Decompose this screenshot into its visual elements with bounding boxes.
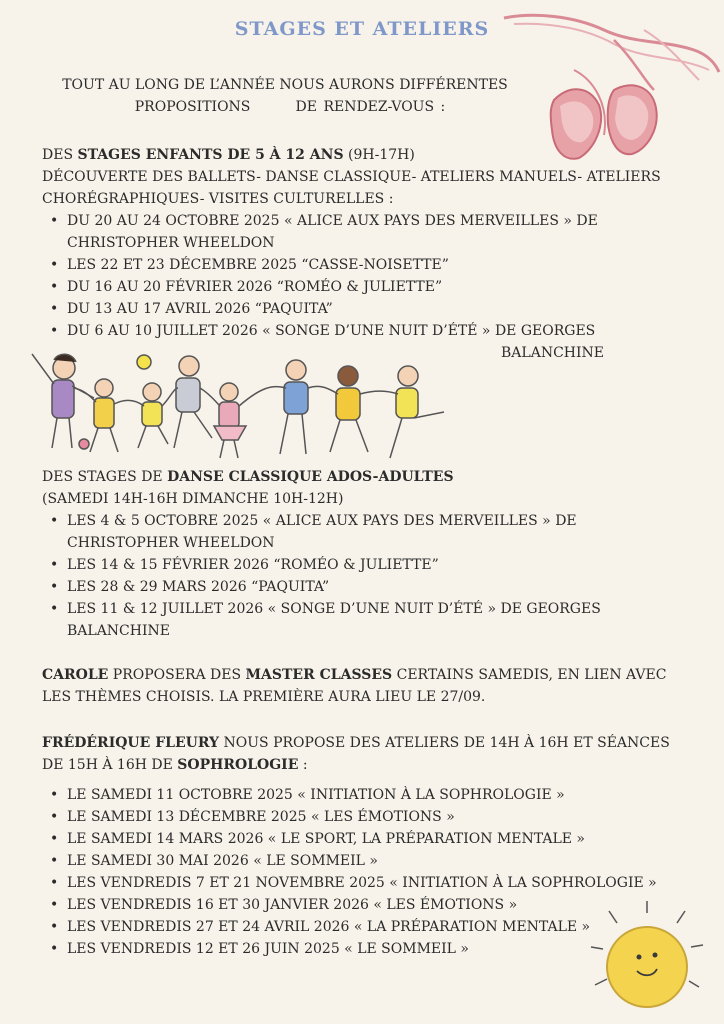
page-title: STAGES ET ATELIERS xyxy=(234,18,490,40)
list-item-main: DU 6 AU 10 JUILLET 2026 « SONGE D’UNE NUIT D’ÉTÉ » DE GEORGES xyxy=(67,323,596,339)
list-item: • DU 13 AU 17 AVRIL 2026 “PAQUITA” xyxy=(67,298,692,320)
sophrology-bold: SOPHROLOGIE xyxy=(177,757,299,773)
list-item: • LES VENDREDIS 27 ET 24 AVRIL 2026 « LA PRÉPARATION MENTALE » xyxy=(67,916,692,938)
sun-illustration xyxy=(585,895,710,1020)
list-item: • LES 28 & 29 MARS 2026 “PAQUITA” xyxy=(67,576,692,598)
list-item: • LES 22 ET 23 DÉCEMBRE 2025 “CASSE-NOISETTE” xyxy=(67,254,692,276)
list-item: • LE SAMEDI 30 MAI 2026 « LE SOMMEIL » xyxy=(67,850,692,872)
list-item: • LES VENDREDIS 7 ET 21 NOVEMBRE 2025 « INITIATION À LA SOPHROLOGIE » xyxy=(67,872,692,894)
list-item: • LES 11 & 12 JUILLET 2026 « SONGE D’UNE NUIT D’ÉTÉ » DE GEORGES BALANCHINE xyxy=(67,598,692,642)
master-classes-section xyxy=(42,664,692,708)
adult-stages-section xyxy=(42,466,692,642)
kids-stages-section xyxy=(42,144,692,364)
adult-stage-list xyxy=(42,510,692,642)
sophrology-teacher-name: FRÉDÉRIQUE FLEURY xyxy=(42,735,220,751)
list-item-tail: BALANCHINE xyxy=(501,345,604,361)
adult-heading-bold: DANSE CLASSIQUE ADOS-ADULTES xyxy=(167,469,454,485)
master-classes-bold: MASTER CLASSES xyxy=(245,667,393,683)
list-item: • LE SAMEDI 14 MARS 2026 « LE SPORT, LA PRÉPARATION MENTALE » xyxy=(67,828,692,850)
kids-heading-hours: (9H-17H) xyxy=(343,147,415,163)
kids-heading-prefix: DES xyxy=(42,147,78,163)
master-teacher-name: CAROLE xyxy=(42,667,109,683)
master-text-2: CERTAINS SAMEDIS, EN LIEN AVEC LES THÈMES CHOISIS. LA PREMIÈRE AURA LIEU LE 27/09. xyxy=(42,667,667,705)
dancing-children-illustration xyxy=(24,348,454,468)
master-text-1: PROPOSERA DES xyxy=(108,667,246,683)
list-item: • LE SAMEDI 13 DÉCEMBRE 2025 « LES ÉMOTIONS » xyxy=(67,806,692,828)
adult-schedule: (SAMEDI 14H-16H DIMANCHE 10H-12H) xyxy=(42,491,344,507)
list-item: • LES 4 & 5 OCTOBRE 2025 « ALICE AUX PAYS DES MERVEILLES » DE CHRISTOPHER WHEELDON xyxy=(67,510,692,554)
kids-description: DÉCOUVERTE DES BALLETS- DANSE CLASSIQUE- ATELIERS MANUELS- ATELIERS CHORÉGRAPHIQUES- VISITES CULTURELLES : xyxy=(42,169,661,207)
list-item: • DU 16 AU 20 FÉVRIER 2026 “ROMÉO & JULIETTE” xyxy=(67,276,692,298)
intro-text xyxy=(0,74,570,118)
adult-heading xyxy=(42,466,692,488)
kids-heading xyxy=(42,144,692,166)
list-item: • DU 20 AU 24 OCTOBRE 2025 « ALICE AUX PAYS DES MERVEILLES » DE CHRISTOPHER WHEELDON xyxy=(67,210,692,254)
list-item: • LES VENDREDIS 16 ET 30 JANVIER 2026 « LES ÉMOTIONS » xyxy=(67,894,692,916)
sophrology-text-2: : xyxy=(298,757,308,773)
sophrology-text-1: NOUS PROPOSE DES ATELIERS DE 14H À 16H ET SÉANCES DE 15H À 16H DE xyxy=(42,735,670,773)
kids-stage-list xyxy=(42,210,692,364)
intro-line-1: TOUT AU LONG DE L’ANNÉE NOUS AURONS DIFFÉRENTES xyxy=(62,77,508,93)
list-item: • LE SAMEDI 11 OCTOBRE 2025 « INITIATION À LA SOPHROLOGIE » xyxy=(67,784,692,806)
intro-line-2: PROPOSITIONS DE RENDEZ-VOUS : xyxy=(134,99,446,115)
sophrology-heading xyxy=(42,732,692,776)
adult-heading-prefix: DES STAGES DE xyxy=(42,469,168,485)
kids-heading-bold: STAGES ENFANTS DE 5 À 12 ANS xyxy=(77,147,344,163)
list-item: • LES 14 & 15 FÉVRIER 2026 “ROMÉO & JULIETTE” xyxy=(67,554,692,576)
list-item: • LES VENDREDIS 12 ET 26 JUIN 2025 « LE SOMMEIL » xyxy=(67,938,692,960)
